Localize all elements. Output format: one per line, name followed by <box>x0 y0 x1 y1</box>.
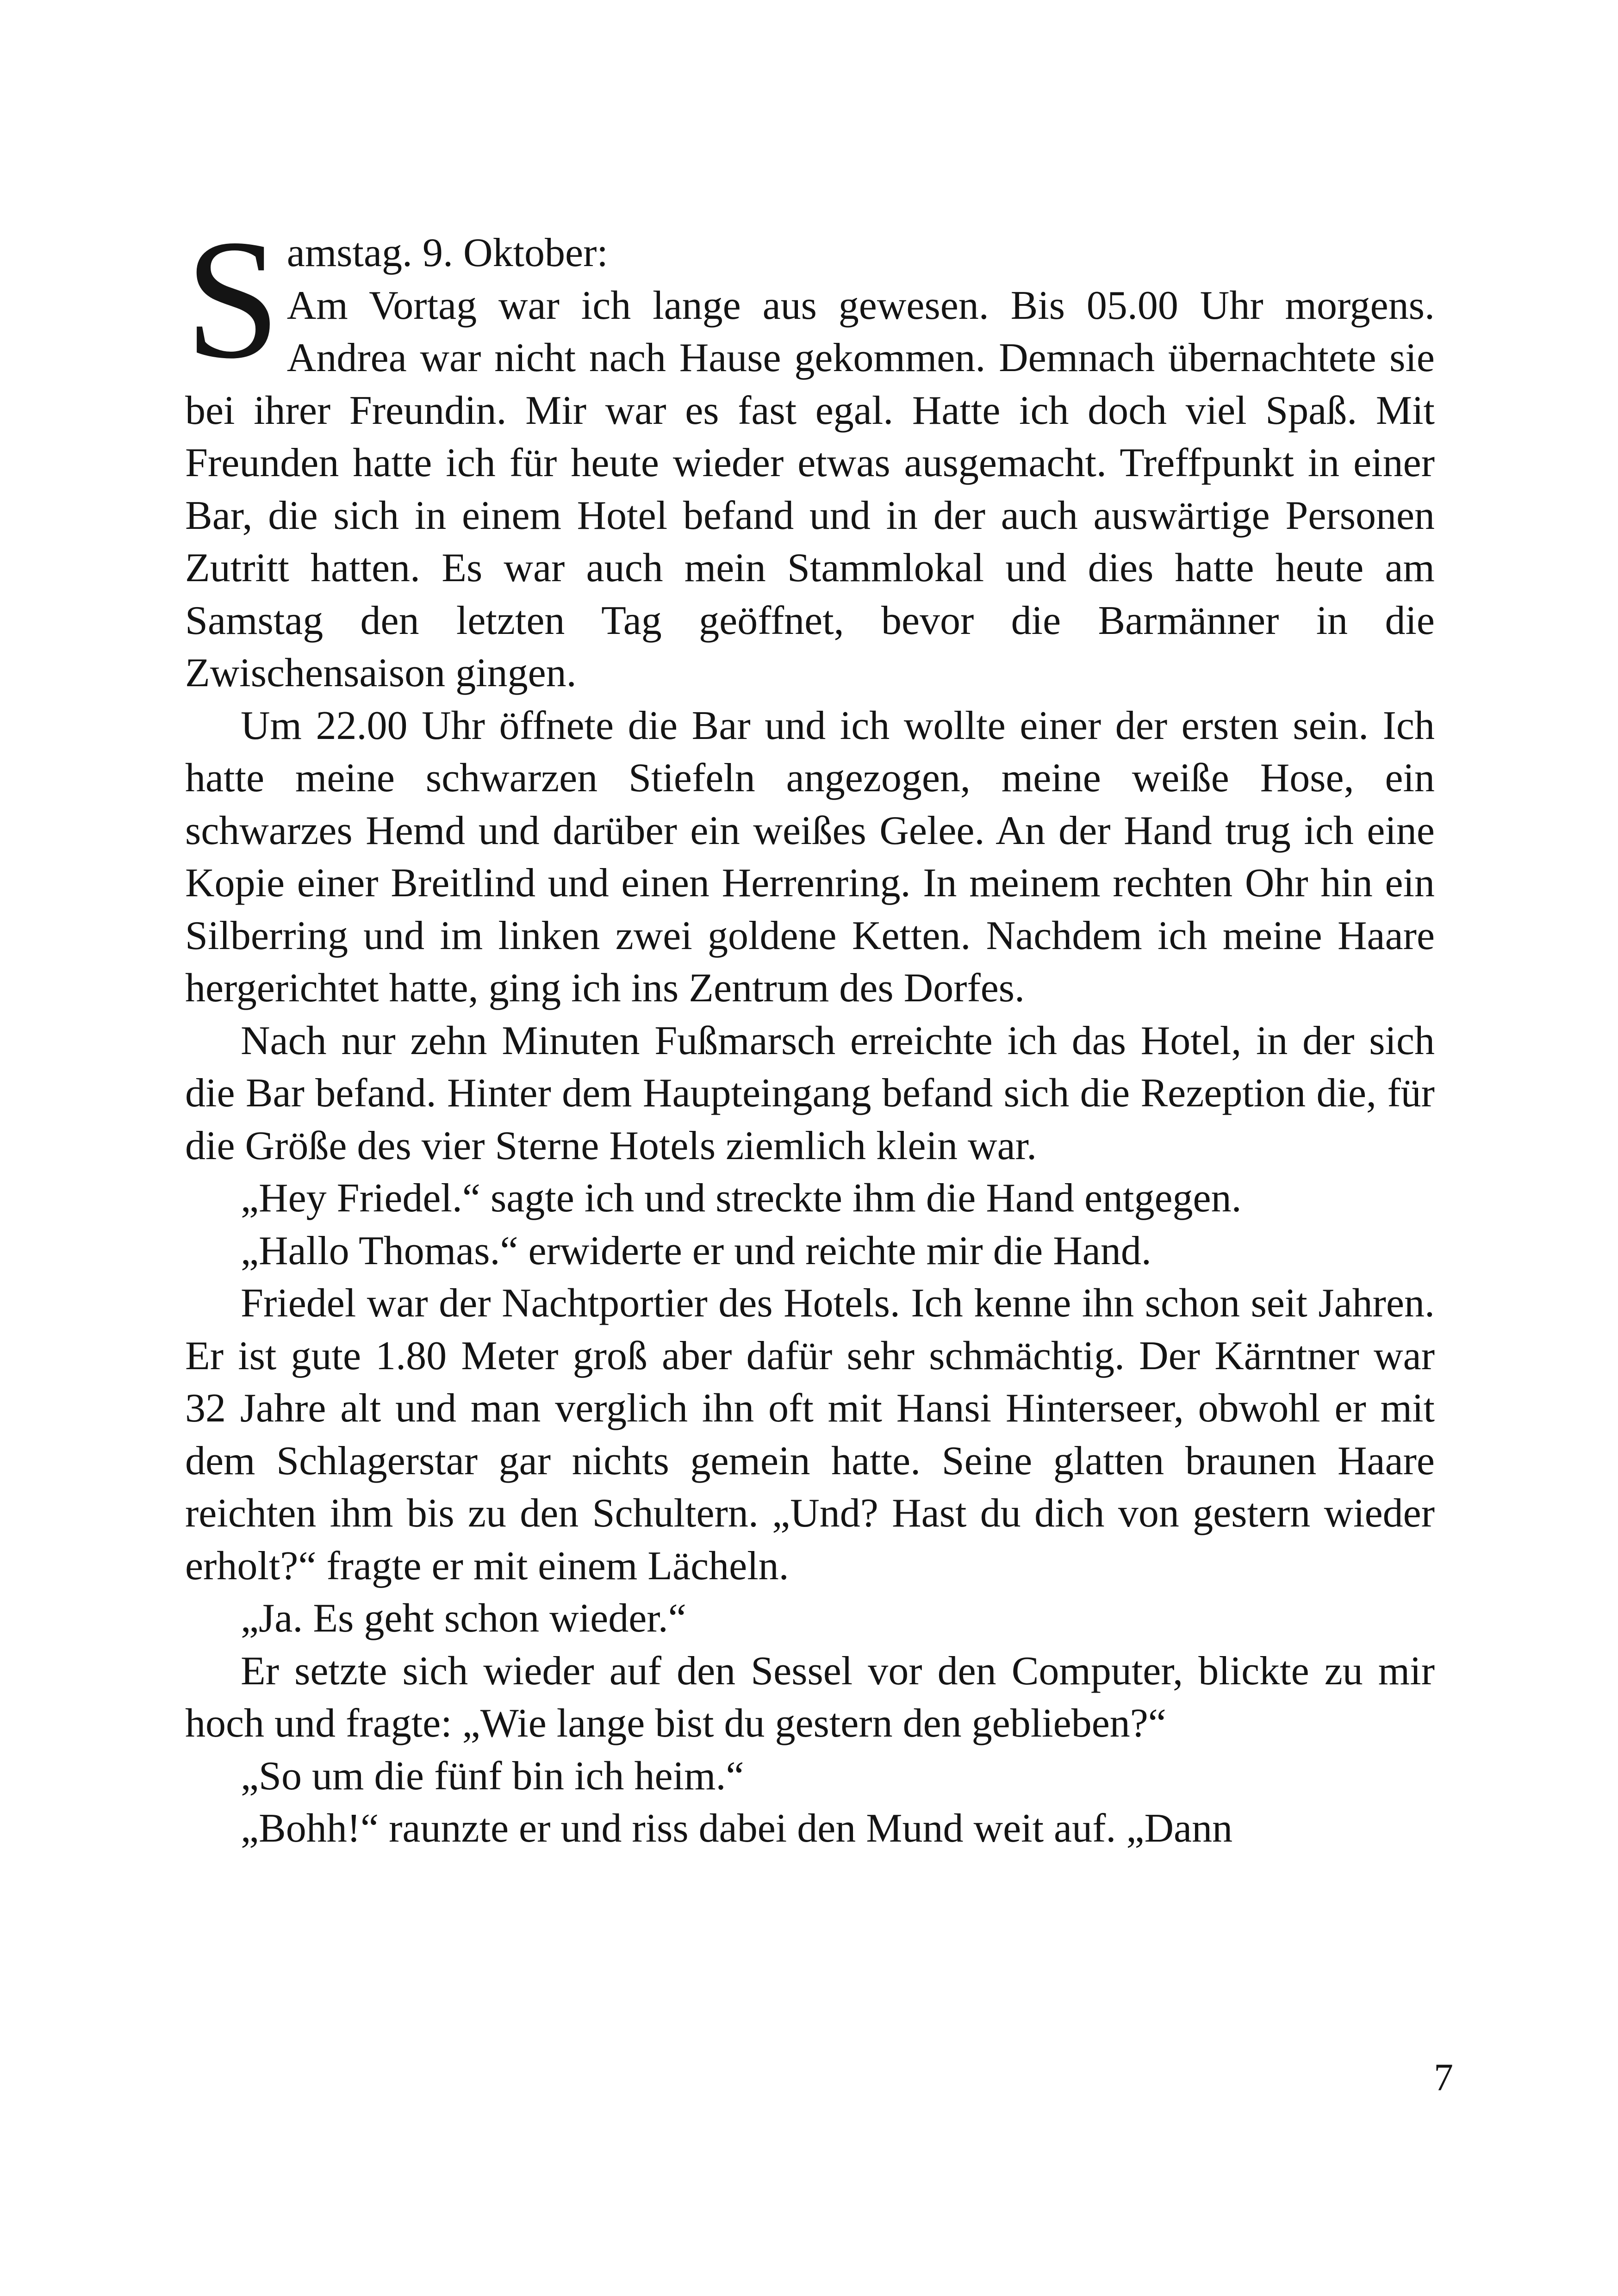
paragraph-5: „Hallo Thomas.“ erwiderte er und reichte mir die Hand. <box>241 1228 1151 1273</box>
page-number: 7 <box>1434 2056 1453 2099</box>
paragraph-8: Er setzte sich wieder auf den Sessel vor den Computer, blickte zu mir hoch und fragte: „Wie lange bist du gestern den geblieben?“ <box>185 1648 1435 1746</box>
paragraph-1-text: Am Vortag war ich lange aus gewesen. Bis 05.00 Uhr morgens. Andrea war nicht nach Hause gekommen. Demnach übernachtete sie bei ihrer Freundin. Mir war es fast egal. Hatte ich doch viel Spaß. Mit Freunden hatte ich für heute wieder etwas ausgemacht. Treffpunkt in einer Bar, die sich in einem Hotel befand und in der auch auswärtige Personen Zutritt hatten. Es war auch mein Stammlokal und dies hatte heute am Samstag den letzten Tag geöffnet, bevor die Barmänner in die Zwischensaison gingen. <box>185 283 1435 695</box>
paragraph-6: Friedel war der Nachtportier des Hotels. Ich kenne ihn schon seit Jahren. Er ist gute 1.80 Meter groß aber dafür sehr schmächtig. Der Kärntner war 32 Jahre alt und man verglich ihn oft mit Hansi Hinterseer, obwohl er mit dem Schlagerstar gar nichts gemein hatte. Seine glatten braunen Haare reichten ihm bis zu den Schultern. „Und? Hast du dich von gestern wieder erholt?“ fragte er mit einem Lächeln. <box>185 1281 1435 1589</box>
date-heading: amstag. 9. Oktober: <box>286 230 608 275</box>
paragraph-3: Nach nur zehn Minuten Fußmarsch erreichte ich das Hotel, in der sich die Bar befand. Hinter dem Haupteingang befand sich die Rezeption die, für die Größe des vier Sterne Hotels ziemlich klein war. <box>185 1018 1435 1168</box>
body-text <box>185 205 1435 1855</box>
opening-paragraph <box>185 205 1435 700</box>
paragraph-7: „Ja. Es geht schon wieder.“ <box>241 1596 686 1641</box>
drop-cap: S <box>185 205 280 394</box>
paragraph-4: „Hey Friedel.“ sagte ich und streckte ihm die Hand entgegen. <box>241 1176 1242 1221</box>
paragraph-2: Um 22.00 Uhr öffnete die Bar und ich wollte einer der ersten sein. Ich hatte meine schwarzen Stiefeln angezogen, meine weiße Hose, ein schwarzes Hemd und darüber ein weißes Gelee. An der Hand trug ich eine Kopie einer Breitlind und einen Herrenring. In meinem rechten Ohr hin ein Silberring und im linken zwei goldene Ketten. Nachdem ich meine Haare hergerichtet hatte, ging ich ins Zentrum des Dorfes. <box>185 703 1435 1011</box>
paragraph-9: „So um die fünf bin ich heim.“ <box>241 1753 744 1799</box>
paragraph-10: „Bohh!“ raunzte er und riss dabei den Mund weit auf. „Dann <box>241 1806 1233 1851</box>
